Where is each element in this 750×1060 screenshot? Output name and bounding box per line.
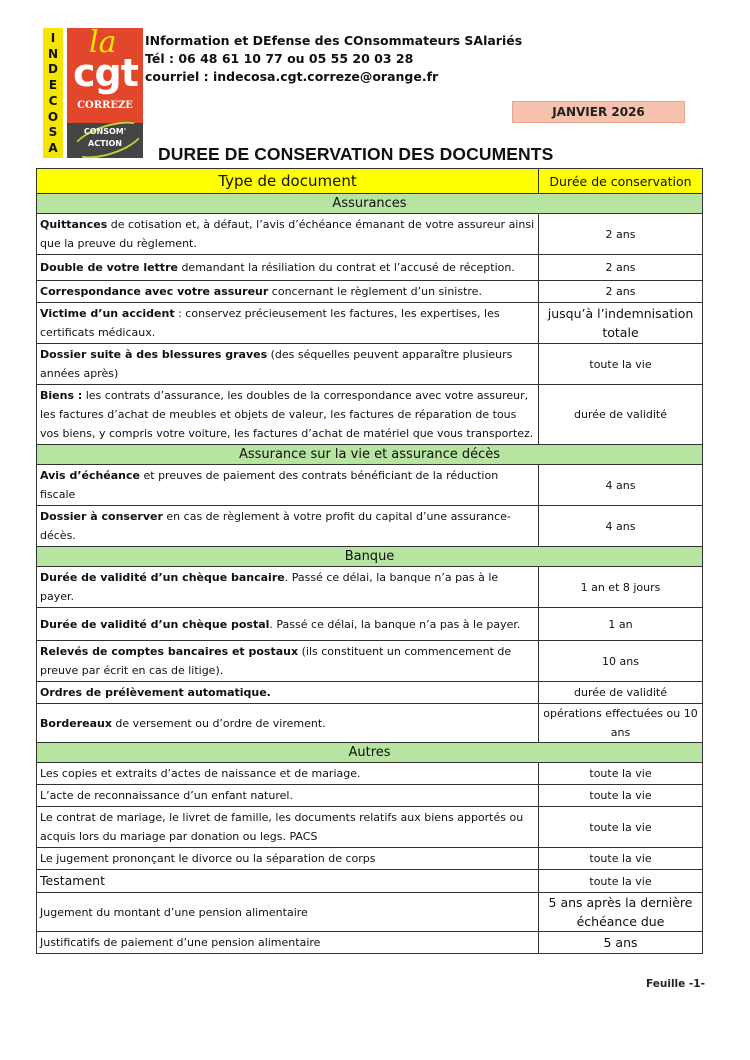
organization-email: courriel : indecosa.cgt.correze@orange.fr [145,69,439,84]
duration-cell: toute la vie [539,807,703,848]
duration-cell: 2 ans [539,281,703,303]
logo-indecosa-strip [43,28,63,158]
table-row [37,214,703,255]
document-type-emphasis: Dossier suite à des blessures graves [40,348,268,361]
section-row [37,194,703,214]
document-type-cell [37,870,539,893]
column-header-document-type: Type de document [37,169,539,194]
document-type-cell [37,848,539,870]
organization-name: INformation et DEfense des COnsommateurs SAlariés [145,33,523,48]
organization-phone: Tél : 06 48 61 10 77 ou 05 55 20 03 28 [145,51,414,66]
document-type-text: de versement ou d’ordre de virement. [111,716,326,730]
document-type-cell [37,465,539,506]
table-row [37,465,703,506]
duration-cell: 5 ans [539,932,703,954]
document-type-cell [37,506,539,547]
document-type-emphasis: Bordereaux [40,716,112,730]
duration-cell: toute la vie [539,763,703,785]
logo-letter: N [47,46,59,61]
document-type-cell [37,704,539,743]
document-type-text: Les copies et extraits d’actes de naissance et de mariage. [40,767,361,780]
duration-cell: 4 ans [539,465,703,506]
duration-cell: durée de validité [539,682,703,704]
document-type-emphasis: Correspondance avec votre assureur [40,285,269,298]
table-row [37,506,703,547]
logo-letter: I [50,30,56,45]
logo-consom-action-block [67,123,143,158]
section-row [37,445,703,465]
table-row [37,785,703,807]
table-row [37,385,703,445]
table-row [37,807,703,848]
document-type-text: . Passé ce délai, la banque n’a pas à le payer. [269,617,521,631]
table-row [37,682,703,704]
section-title: Assurances [37,194,703,214]
document-type-text: Le contrat de mariage, le livret de famille, les documents relatifs aux biens apportés ou acquis lors du mariage par donation ou legs. PACS [40,811,524,843]
document-type-cell [37,807,539,848]
section-title: Assurance sur la vie et assurance décès [37,445,703,465]
document-type-emphasis: Dossier à conserver [40,510,163,523]
duration-cell: 10 ans [539,641,703,682]
document-type-text: demandant la résiliation du contrat et l’accusé de réception. [177,261,515,274]
document-type-text: : conservez précieusement les factures, les expertises, les certificats médicaux. [40,307,500,339]
document-type-cell [37,682,539,704]
table-row [37,281,703,303]
logo-letter: D [48,62,58,77]
duration-cell: 2 ans [539,255,703,281]
document-type-cell [37,893,539,932]
document-type-text: de cotisation et, à défaut, l’avis d’échéance émanant de votre assureur ainsi que la preuve du règlement. [40,218,535,250]
table-row [37,608,703,641]
document-type-cell [37,255,539,281]
section-row [37,547,703,567]
table-row [37,893,703,932]
logo-letter: E [48,78,58,93]
table-row [37,848,703,870]
page-title: DUREE DE CONSERVATION DES DOCUMENTS [158,144,554,164]
document-type-text: concernant le règlement d’un sinistre. [268,285,482,298]
duration-cell: toute la vie [539,785,703,807]
logo-letter: A [48,141,58,156]
document-type-text: (ils constituent un commencement de preuve par écrit en cas de litige). [40,645,512,677]
section-title: Autres [37,743,703,763]
logo-la-text: la [89,25,117,60]
document-type-emphasis: Durée de validité d’un chèque postal [40,617,270,631]
document-type-text: Le jugement prononçant le divorce ou la séparation de corps [40,852,376,865]
duration-cell: toute la vie [539,344,703,385]
duration-cell: 5 ans après la dernière échéance due [539,893,703,932]
retention-table [36,168,703,954]
document-type-text: . Passé ce délai, la banque n’a pas à le payer. [40,571,499,603]
document-type-emphasis: Biens : [40,389,83,402]
logo-letter: O [47,109,59,124]
duration-cell: 4 ans [539,506,703,547]
document-type-emphasis: Ordres de prélèvement automatique. [40,686,271,699]
section-title: Banque [37,547,703,567]
document-type-emphasis: Quittances [40,218,108,231]
indecosa-cgt-logo [43,25,143,158]
logo-letter: C [48,93,58,108]
table-row [37,641,703,682]
duration-cell: toute la vie [539,848,703,870]
document-type-cell [37,303,539,344]
document-type-text: L’acte de reconnaissance d’un enfant naturel. [40,789,293,802]
logo-region-text: CORREZE [77,100,133,111]
table-row [37,255,703,281]
duration-cell: opérations effectuées ou 10 ans [539,704,703,743]
organization-info [145,32,522,86]
document-type-text: Jugement du montant d’une pension alimentaire [40,905,308,919]
duration-cell: durée de validité [539,385,703,445]
table-body [37,194,703,954]
logo-consom-text [67,126,143,150]
date-badge: JANVIER 2026 [512,101,685,123]
duration-cell: 1 an [539,608,703,641]
table-row [37,344,703,385]
logo-consom-line2: ACTION [88,139,122,148]
document-type-cell [37,385,539,445]
document-type-text: (des séquelles peuvent apparaître plusieurs années après) [40,348,513,380]
section-row [37,743,703,763]
document-type-cell [37,281,539,303]
logo-letter: S [48,125,58,140]
page-number: Feuille -1- [646,978,705,990]
table-row [37,763,703,785]
duration-cell: toute la vie [539,870,703,893]
logo-cgt-text: cgt [73,51,138,95]
document-type-text: Testament [40,873,105,888]
document-type-emphasis: Relevés de comptes bancaires et postaux [40,645,299,658]
document-type-cell [37,608,539,641]
document-type-emphasis: Avis d’échéance [40,469,140,482]
table-row [37,932,703,954]
table-row [37,303,703,344]
document-type-text: Justificatifs de paiement d’une pension alimentaire [40,936,321,949]
table-row [37,567,703,608]
document-type-cell [37,932,539,954]
document-type-cell [37,763,539,785]
document-type-emphasis: Durée de validité d’un chèque bancaire [40,571,285,584]
duration-cell: jusqu’à l’indemnisation totale [539,303,703,344]
logo-cgt-block [67,25,143,123]
column-header-duration: Durée de conservation [539,169,703,194]
duration-cell: 2 ans [539,214,703,255]
document-type-emphasis: Double de votre lettre [40,261,178,274]
document-type-text: en cas de règlement à votre profit du capital d’une assurance-décès. [40,510,511,542]
document-type-emphasis: Victime d’un accident [40,307,175,320]
document-type-text: et preuves de paiement des contrats bénéficiant de la réduction fiscale [40,469,499,501]
document-type-cell [37,214,539,255]
duration-cell: 1 an et 8 jours [539,567,703,608]
table-header-row [37,169,703,194]
logo-consom-line1: CONSOM' [83,127,127,136]
document-type-cell [37,641,539,682]
table-row [37,870,703,893]
document-type-cell [37,567,539,608]
document-type-text: les contrats d’assurance, les doubles de la correspondance avec votre assureur, les factures d’achat de meubles et objets de valeur, les factures de réparation de tous vos biens, y compris votre voiture, les factures d’achat de matériel que vous transportez. [40,389,534,440]
document-type-cell [37,344,539,385]
table-row [37,704,703,743]
document-type-cell [37,785,539,807]
